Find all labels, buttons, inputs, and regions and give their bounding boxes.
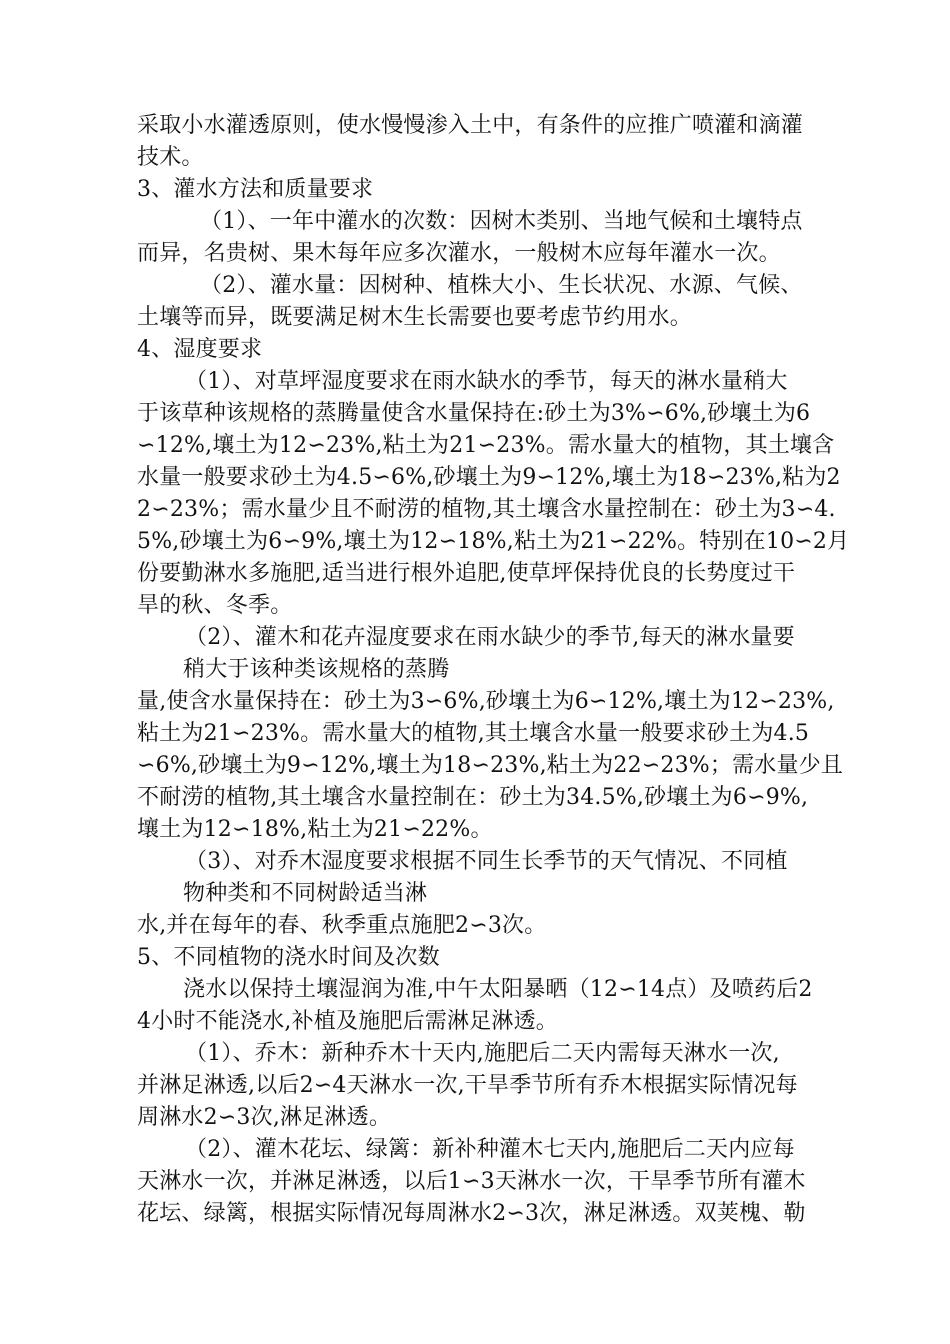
text-line: 周淋水2∽3次,淋足淋透。 — [137, 1105, 392, 1130]
text-line: 4小时不能浇水,补植及施肥后需淋足淋透。 — [137, 1009, 558, 1034]
text-line: （2）、灌水量：因树种、植株大小、生长状况、水源、气候、 — [200, 273, 803, 298]
text-line: ∽6%,砂壤土为9∽12%,壤土为18∽23%,粘土为22∽23%；需水量少且 — [137, 753, 844, 778]
text-line: 稍大于该种类该规格的蒸腾 — [183, 657, 450, 682]
text-line: 于该草种该规格的蒸腾量使含水量保持在:砂土为3%∽6%,砂壤土为6 — [137, 401, 811, 426]
text-line: （1）、乔木：新种乔木十天内,施肥后二天内需每天淋水一次, — [185, 1041, 780, 1066]
section-heading: 3、灌水方法和质量要求 — [137, 177, 374, 202]
text-line: （3）、对乔木湿度要求根据不同生长季节的天气情况、不同植 — [185, 849, 788, 874]
text-line: （2）、灌木花坛、绿篱：新补种灌木七天内,施肥后二天内应每 — [185, 1137, 795, 1162]
text-line: 水,并在每年的春、秋季重点施肥2∽3次。 — [137, 913, 547, 938]
section-heading: 5、不同植物的浇水时间及次数 — [137, 945, 440, 970]
text-line: 天淋水一次，并淋足淋透，以后1∽3天淋水一次，干旱季节所有灌木 — [137, 1169, 806, 1194]
text-line: 不耐涝的植物,其土壤含水量控制在：砂土为34.5%,砂壤土为6∽9%, — [137, 785, 809, 810]
text-line: （1）、一年中灌水的次数：因树木类别、当地气候和土壤特点 — [200, 209, 803, 234]
text-line: 物种类和不同树龄适当淋 — [183, 881, 428, 906]
text-line: 土壤等而异，既要满足树木生长需要也要考虑节约用水。 — [137, 305, 693, 330]
text-line: （2）、灌木和花卉湿度要求在雨水缺少的季节,每天的淋水量要 — [185, 625, 795, 650]
text-line: 并淋足淋透,以后2∽4天淋水一次,干旱季节所有乔木根据实际情况每 — [137, 1073, 798, 1098]
text-line: 采取小水灌透原则，使水慢慢渗入土中，有条件的应推广喷灌和滴灌 — [137, 113, 804, 138]
text-line: 而异，名贵树、果木每年应多次灌水，一般树木应每年灌水一次。 — [137, 241, 781, 266]
text-line: （1）、对草坪湿度要求在雨水缺水的季节，每天的淋水量稍大 — [185, 369, 788, 394]
text-line: 粘土为21∽23%。需水量大的植物,其土壤含水量一般要求砂土为4.5 — [137, 721, 810, 746]
text-line: 份要勤淋水多施肥,适当进行根外追肥,使草坪保持优良的长势度过干 — [137, 561, 796, 586]
text-line: 水量一般要求砂土为4.5∽6%,砂壤土为9∽12%,壤土为18∽23%,粘为2 — [137, 465, 841, 490]
text-line: 花坛、绿篱，根据实际情况每周淋水2∽3次，淋足淋透。双荚槐、勒 — [137, 1201, 806, 1226]
text-line: 浇水以保持土壤湿润为准,中午太阳暴晒（12∽14点）及喷药后2 — [183, 977, 813, 1002]
text-line: 技术。 — [137, 145, 204, 170]
section-heading: 4、湿度要求 — [137, 337, 263, 362]
text-line: 量,使含水量保持在：砂土为3∽6%,砂壤土为6∽12%,壤土为12∽23%, — [137, 689, 835, 714]
text-line: 5%,砂壤土为6∽9%,壤土为12∽18%,粘土为21∽22%。特别在10∽2月 — [137, 529, 850, 554]
text-line: 壤土为12∽18%,粘土为21∽22%。 — [137, 817, 493, 842]
text-line: 2∽23%；需水量少且不耐涝的植物,其土壤含水量控制在：砂土为3∽4. — [137, 497, 836, 522]
text-line: 旱的秋、冬季。 — [137, 593, 293, 618]
text-line: ∽12%,壤土为12∽23%,粘土为21∽23%。需水量大的植物，其土壤含 — [137, 433, 835, 458]
